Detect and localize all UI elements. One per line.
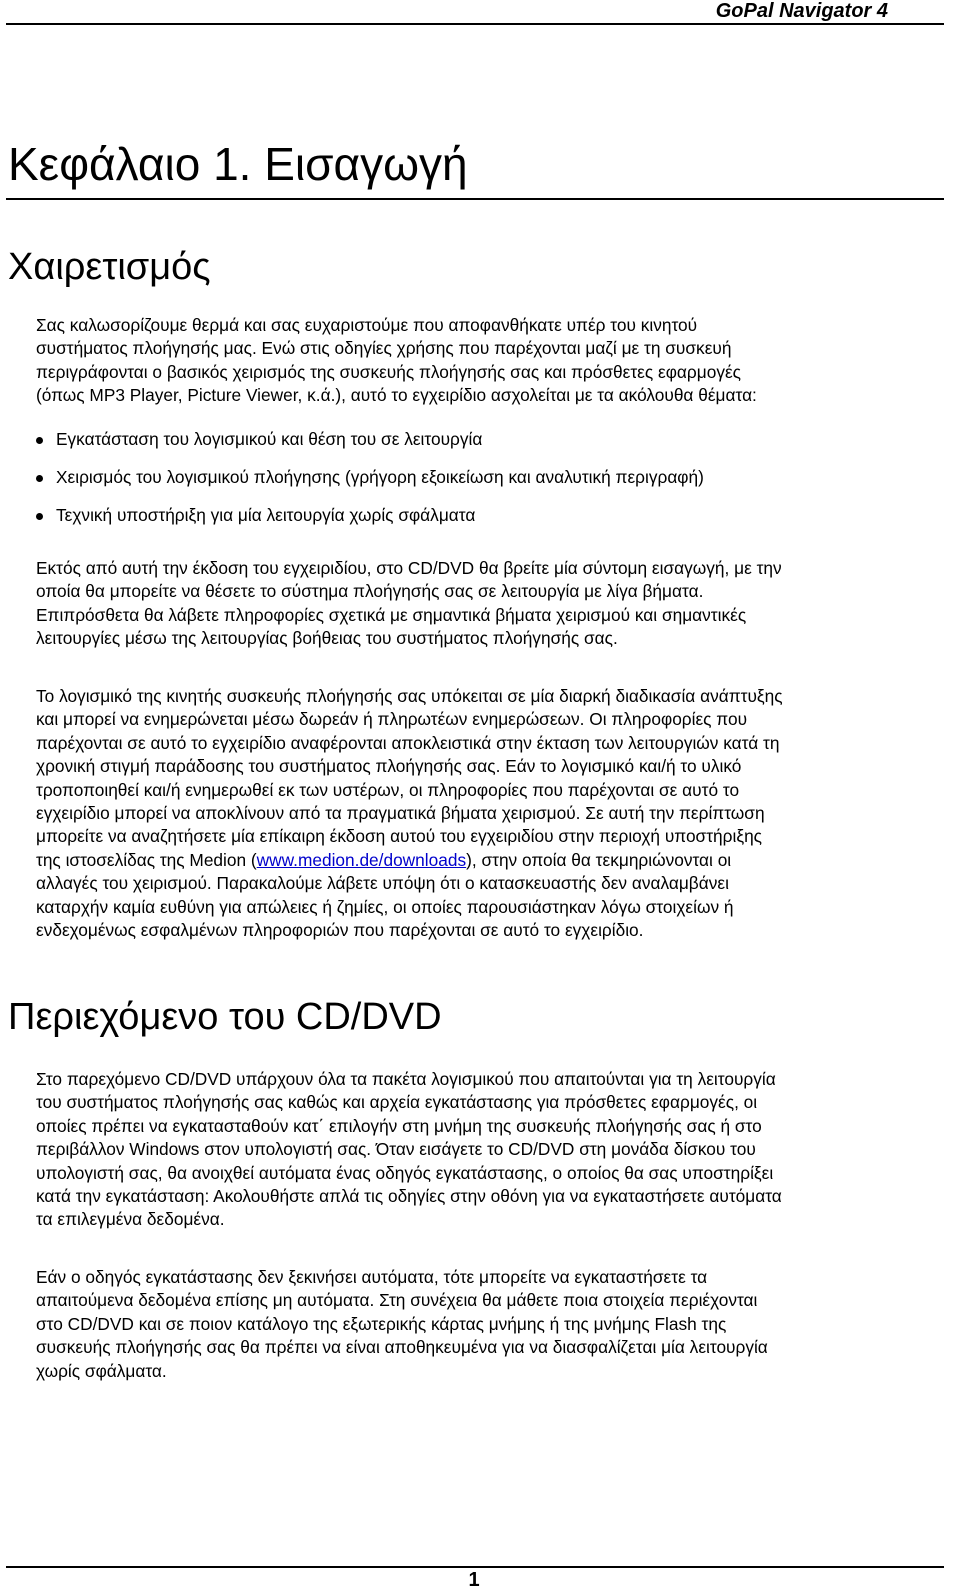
list-item — [36, 504, 942, 527]
section-title-cd-content: Περιεχόμενο του CD/DVD — [8, 996, 442, 1038]
text-line: οποίες πρέπει να εγκατασταθούν κατ΄ επιλογήν στη μνήμη της συσκευής πλοήγησής σας ή στο — [36, 1115, 762, 1136]
list-item-text: Τεχνική υποστήριξη για μία λειτουργία χωρίς σφάλματα — [56, 504, 476, 525]
list-item — [36, 466, 942, 489]
text-line: περιγράφονται ο βασικός χειρισμός της συσκευής πλοήγησής σας και πρόσθετες εφαρμογές — [36, 361, 741, 382]
text-line: περιβάλλον Windows στον υπολογιστή σας. Όταν εισάγετε το CD/DVD στη μονάδα δίσκου του — [36, 1139, 756, 1160]
section-title-greeting: Χαιρετισμός — [8, 246, 211, 288]
text-line: αλλαγές του χειρισμού. Παρακαλούμε λάβετε υπόψη ότι ο κατασκευαστής δεν αναλαμβάνει — [36, 873, 729, 894]
text-line: συσκευής πλοήγησής σας θα πρέπει να είναι αποθηκευμένα για να διασφαλίζεται μία λειτουργία — [36, 1337, 768, 1358]
text-line: καταρχήν καμία ευθύνη για απώλειες ή ζημίες, οι οποίες παρουσιάστηκαν λόγω στοιχείων ή — [36, 896, 734, 917]
text-line: στο CD/DVD και σε ποιον κατάλογο της εξωτερικής κάρτας μνήμης ή της μνήμης Flash της — [36, 1313, 727, 1334]
paragraph-edition — [36, 557, 942, 651]
text-line: παρέχονται σε αυτό το εγχειρίδιο αναφέρονται αποκλειστικά στην έκταση των λειτουργιών κατά τη — [36, 732, 780, 753]
paragraph-cd-manual-install — [36, 1266, 942, 1383]
footer-rule — [6, 1566, 944, 1568]
text-line: Το λογισμικό της κινητής συσκευής πλοήγησής σας υπόκειται σε μία διαρκή διαδικασία ανάπτυξης — [36, 686, 783, 706]
list-item — [36, 428, 942, 451]
text-line: εγχειρίδιο μπορεί να αποκλίνουν από τα πραγματικά βήματα χειρισμού. Σε αυτή την περίπτωση — [36, 803, 765, 824]
chapter-title: Κεφάλαιο 1. Εισαγωγή — [8, 138, 468, 190]
text-line: οποία θα μπορείτε να θέσετε το σύστημα πλοήγησής σας σε λειτουργία με λίγα βήματα. — [36, 581, 704, 602]
paragraph-cd-content — [36, 1068, 942, 1232]
text-line: τα επιλεγμένα δεδομένα. — [36, 1209, 225, 1230]
header-rule — [6, 23, 944, 25]
text-line: του συστήματος πλοήγησής σας καθώς και αρχεία εγκατάστασης για πρόσθετες εφαρμογές, οι — [36, 1092, 758, 1113]
chapter-rule — [6, 198, 944, 200]
paragraph-intro — [36, 314, 942, 408]
bullet-icon — [36, 437, 43, 444]
bullet-icon — [36, 475, 43, 482]
text-line: Εκτός από αυτή την έκδοση του εγχειριδίου, στο CD/DVD θα βρείτε μία σύντομη εισαγωγή, με την — [36, 558, 782, 578]
text-line: απαιτούμενα δεδομένα επίσης μη αυτόματα. Στη συνέχεια θα μάθετε ποια στοιχεία περιέχονται — [36, 1290, 758, 1311]
text-line: μπορείτε να αναζητήσετε μία επίκαιρη έκδοση αυτού του εγχειριδίου στην περιοχή υποστήριξης — [36, 826, 763, 847]
page-number: 1 — [468, 1569, 480, 1591]
text-line: ), στην οποία θα τεκμηριώνονται οι — [466, 849, 732, 870]
topic-list — [36, 428, 942, 542]
text-line: της ιστοσελίδας της Medion ( — [36, 849, 257, 870]
bullet-icon — [36, 513, 43, 520]
text-line: Σας καλωσορίζουμε θερμά και σας ευχαριστούμε που αποφανθήκατε υπέρ του κινητού — [36, 315, 698, 335]
text-line: συστήματος πλοήγησής μας. Ενώ στις οδηγίες χρήσης που παρέχονται μαζί με τη συσκευή — [36, 338, 732, 359]
text-line: χρονική στιγμή παράδοσης του συστήματος πλοήγησής σας. Εάν το λογισμικό και/ή το υλικό — [36, 756, 742, 777]
list-item-text: Χειρισμός του λογισμικού πλοήγησης (γρήγορη εξοικείωση και αναλυτική περιγραφή) — [56, 466, 704, 487]
running-header: GoPal Navigator 4 — [715, 0, 888, 22]
text-line: λειτουργίες μέσω της λειτουργίας βοήθειας του συστήματος πλοήγησής σας. — [36, 628, 618, 649]
medion-downloads-link[interactable]: www.medion.de/downloads — [256, 849, 467, 870]
text-line: Εάν ο οδηγός εγκατάστασης δεν ξεκινήσει αυτόματα, τότε μπορείτε να εγκαταστήσετε τα — [36, 1267, 708, 1287]
text-line: Στο παρεχόμενο CD/DVD υπάρχουν όλα τα πακέτα λογισμικού που απαιτούνται για τη λειτουργία — [36, 1069, 776, 1089]
text-line: υπολογιστή σας, θα ανοιχθεί αυτόματα ένας οδηγός εγκατάστασης, ο οποίος θα σας υποστηρίξει — [36, 1162, 774, 1183]
text-line: χωρίς σφάλματα. — [36, 1360, 167, 1381]
text-line: τροποποιηθεί και/ή ενημερωθεί εκ των υστέρων, οι πληροφορίες που παρέχονται σε αυτό το — [36, 779, 740, 800]
text-line: Επιπρόσθετα θα λάβετε πληροφορίες σχετικά με σημαντικά βήματα χειρισμού και σημαντικές — [36, 604, 747, 625]
list-item-text: Εγκατάσταση του λογισμικού και θέση του σε λειτουργία — [56, 429, 483, 449]
paragraph-software — [36, 685, 942, 942]
text-line: και μπορεί να ενημερώνεται μέσω δωρεάν ή πληρωτέων ενημερώσεων. Οι πληροφορίες που — [36, 709, 748, 730]
text-line: κατά την εγκατάσταση: Ακολουθήστε απλά τις οδηγίες στην οθόνη για να εγκαταστήσετε αυτόματα — [36, 1186, 782, 1207]
text-line: ενδεχομένως εσφαλμένων πληροφοριών που παρέχονται σε αυτό το εγχειρίδιο. — [36, 920, 644, 941]
text-line: (όπως MP3 Player, Picture Viewer, κ.ά.), αυτό το εγχειρίδιο ασχολείται με τα ακόλουθα θέματα: — [36, 385, 757, 406]
